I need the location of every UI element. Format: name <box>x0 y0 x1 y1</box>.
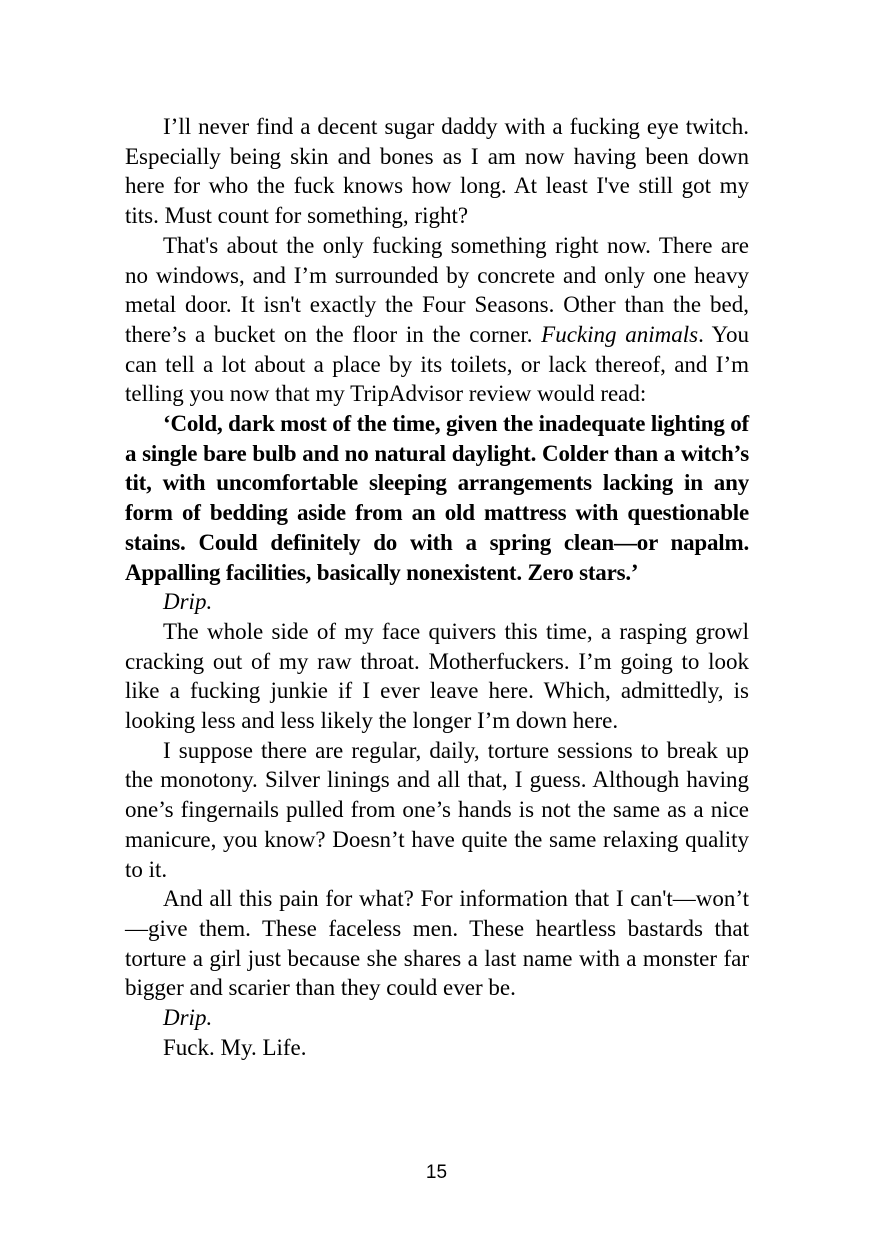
italic-phrase: Drip. <box>163 1005 213 1031</box>
italic-phrase: Drip. <box>163 589 213 615</box>
paragraph: I suppose there are regular, daily, torture sessions to break up the monotony. Silver linings and all that, I guess. Although having one’s fingernails pulled from one’s hands is not the same as a nice manicure, you know? Doesn’t have quite the same relaxing quality to it. <box>125 737 749 882</box>
review-quote: ‘Cold, dark most of the time, given the inadequate lighting of a single bare bulb and no natural daylight. Colder than a witch’s tit, with uncomfortable sleeping arrangements lacking in any form of bedding aside from an old mattress with questionable stains. Could definitely do with a spring clean—or napalm. Appalling facilities, basically nonexistent. Zero stars.’ <box>125 411 749 585</box>
paragraph: Fuck. My. Life. <box>163 1034 307 1060</box>
page-number: 15 <box>425 1162 448 1183</box>
page-body <box>125 112 749 1063</box>
paragraph-text: That's about the only fucking something right now. There are no windows, and I’m surrounded by concrete and only one heavy metal door. It isn't exactly the Four Seasons. Other than the bed, there’s a bucket on the floor in the corner. <box>125 232 749 347</box>
paragraph <box>125 1003 749 1033</box>
paragraph <box>125 587 749 617</box>
paragraph: I’ll never find a decent sugar daddy with a fucking eye twitch. Especially being skin and bones as I am now having been down here for who the fuck knows how long. At least I've still got my tits. Must count for something, right? <box>125 114 749 229</box>
paragraph-text: . You can tell a lot about a place by its toilets, or lack thereof, and I’m telling you now that my TripAdvisor review would read: <box>125 321 749 407</box>
italic-phrase: Fucking animals <box>541 321 699 347</box>
paragraph <box>125 231 749 409</box>
paragraph: The whole side of my face quivers this time, a rasping growl cracking out of my raw throat. Motherfuckers. I’m going to look like a fucking junkie if I ever leave here. Which, admittedly, is looking less and less likely the longer I’m down here. <box>125 618 749 734</box>
paragraph: And all this pain for what? For information that I can't—won’t—give them. These faceless men. These heartless bastards that torture a girl just because she shares a last name with a monster far bigger and scarier than they could ever be. <box>125 886 749 1001</box>
